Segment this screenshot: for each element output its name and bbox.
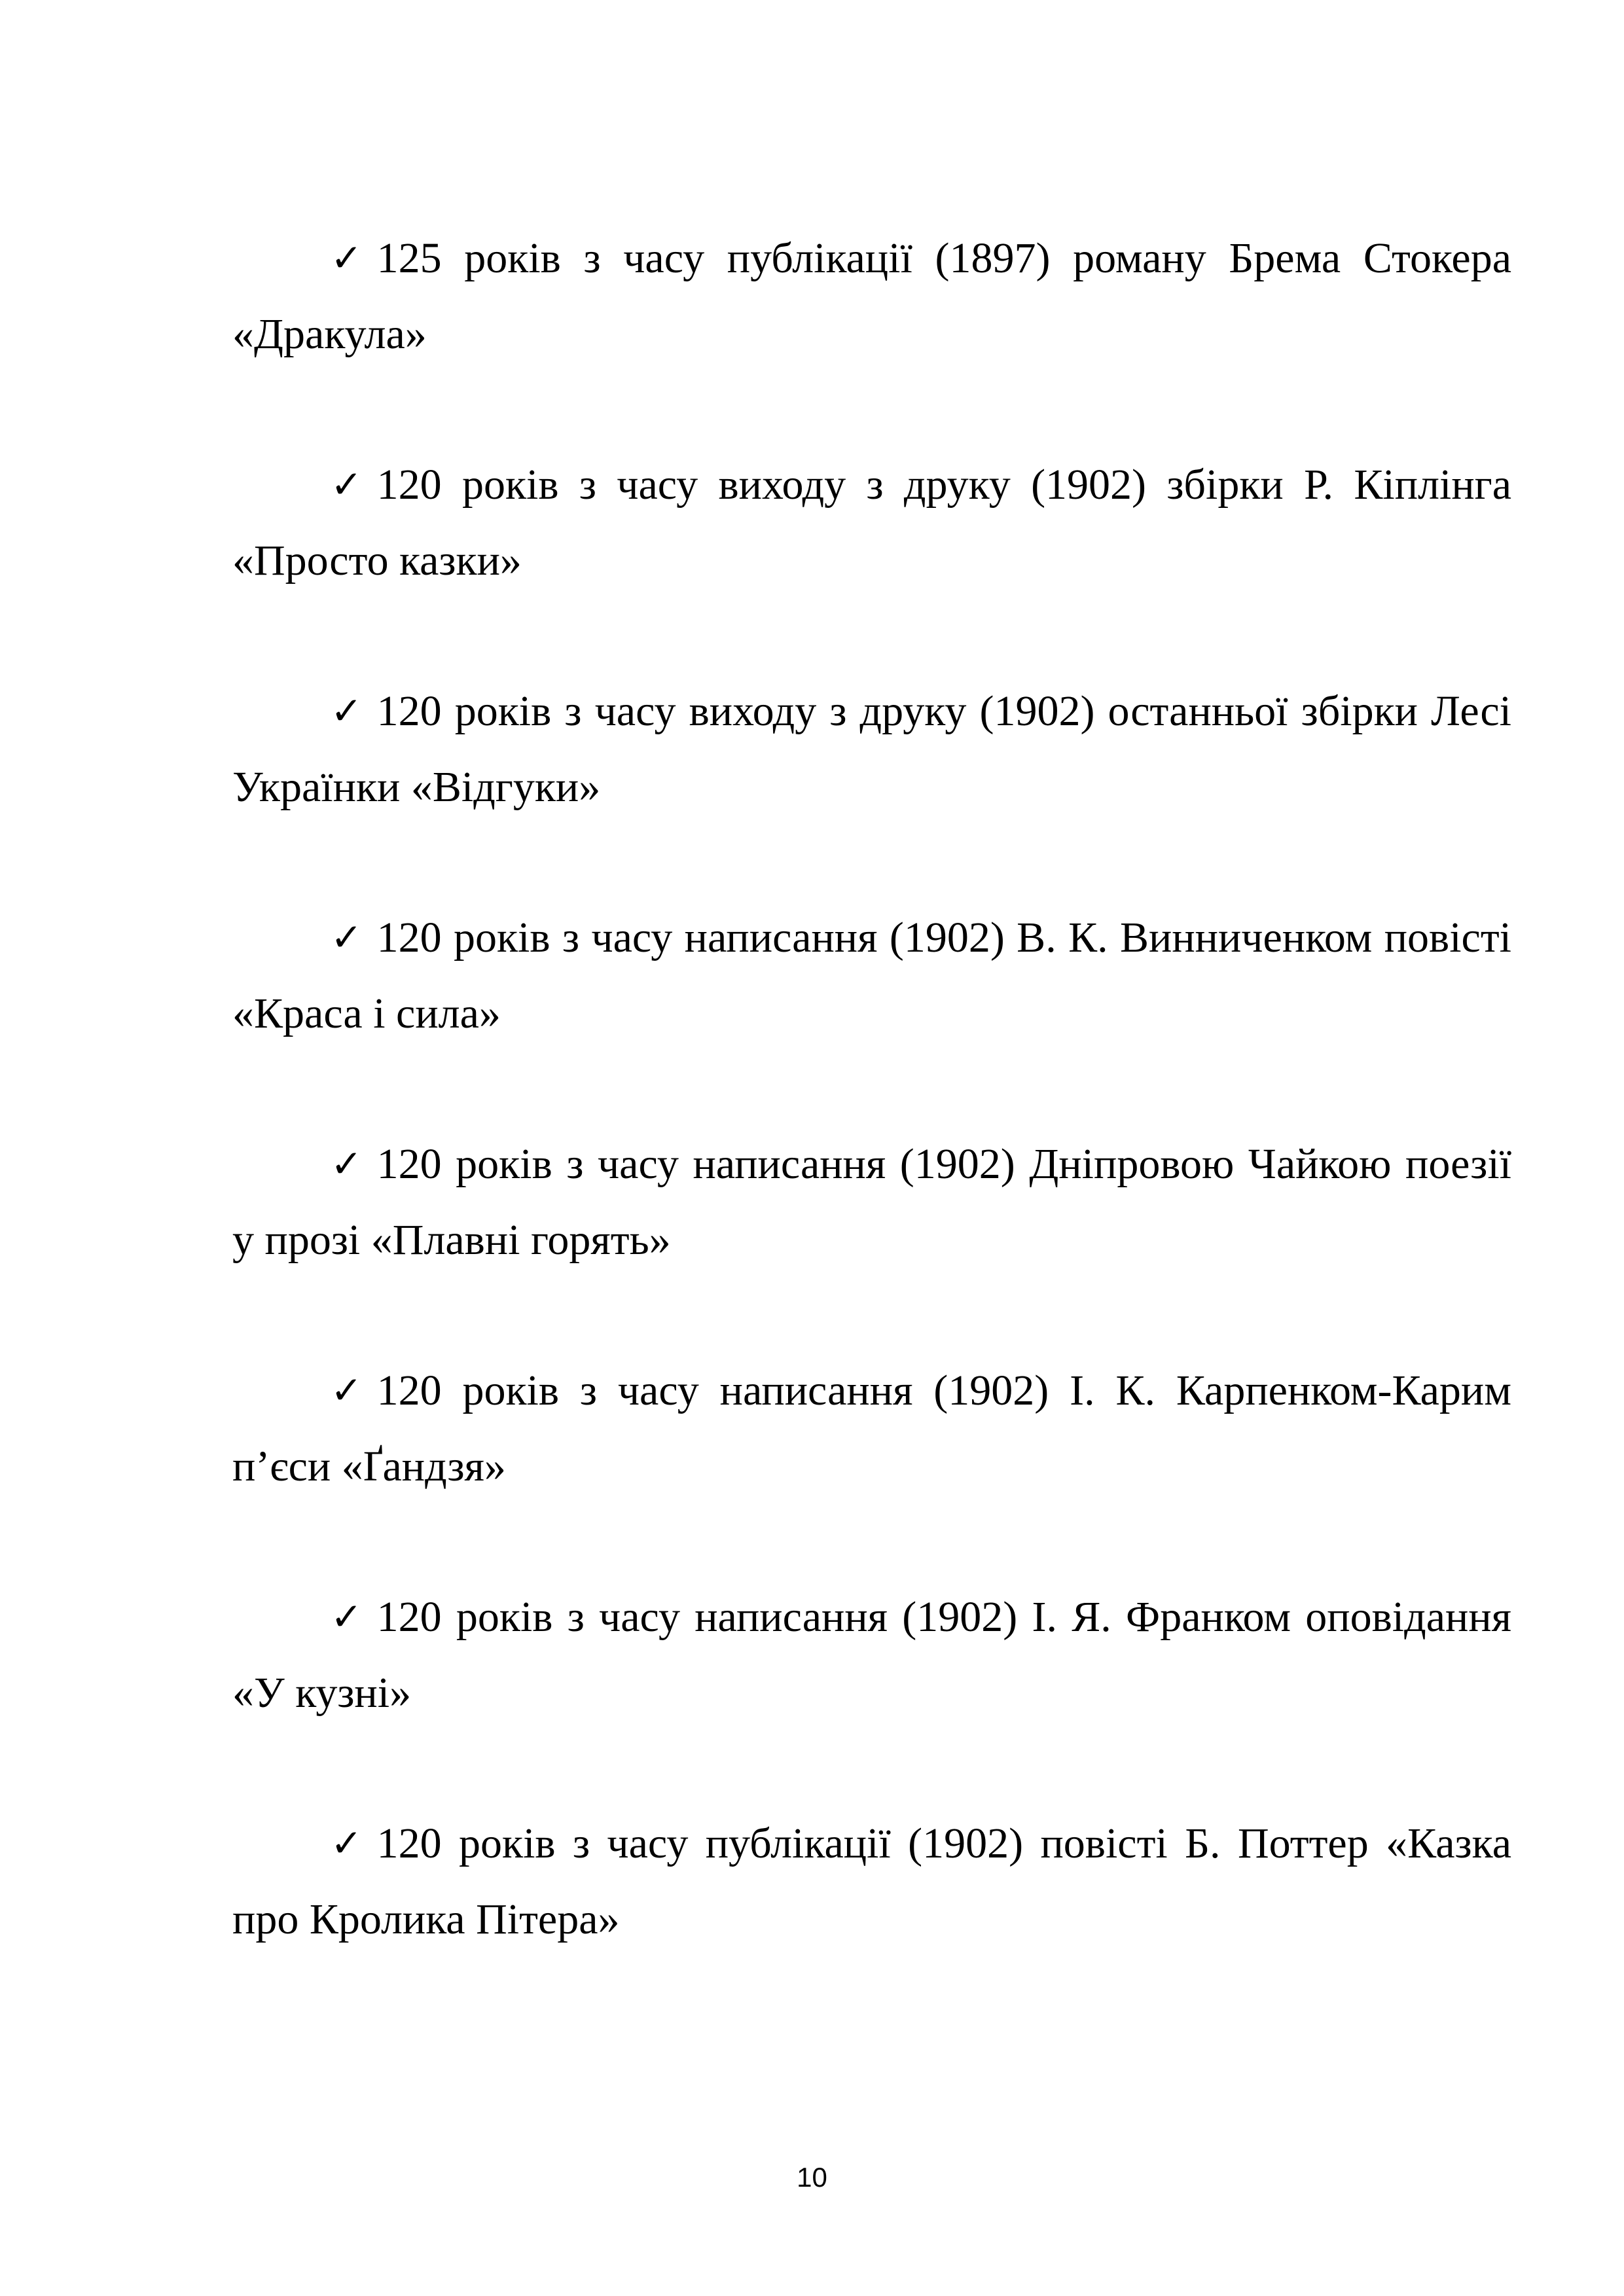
list-item-text: 120 років з часу написання (1902) І. К. Карпенком-Карим п’єси «Ґандзя» [232, 1367, 1511, 1490]
check-mark-icon: ✓ [331, 462, 363, 507]
page-number: 10 [797, 2162, 827, 2193]
list-item-text: 125 років з часу публікації (1897) роману Брема Стокера «Дракула» [232, 234, 1511, 358]
list-item-text: 120 років з часу публікації (1902) повісті Б. Поттер «Казка про Кролика Пітера» [232, 1820, 1511, 1943]
list-item [232, 899, 1511, 1052]
list-item-text: 120 років з часу написання (1902) І. Я. Франком оповідання «У кузні» [232, 1593, 1511, 1717]
list-item [232, 1352, 1511, 1505]
list-item [232, 446, 1511, 599]
list-item [232, 220, 1511, 372]
list-item-text: 120 років з часу написання (1902) В. К. Винниченком повісті «Краса і сила» [232, 914, 1511, 1037]
list-item [232, 1579, 1511, 1731]
list-item [232, 1126, 1511, 1278]
list-item-text: 120 років з часу виходу з друку (1902) збірки Р. Кіплінга «Просто казки» [232, 461, 1511, 584]
list-item-text: 120 років з часу написання (1902) Дніпровою Чайкою поезії у прозі «Плавні горять» [232, 1140, 1511, 1264]
list-item [232, 673, 1511, 825]
check-mark-icon: ✓ [331, 1821, 363, 1865]
list-item [232, 1805, 1511, 1958]
check-mark-icon: ✓ [331, 1141, 363, 1186]
check-mark-icon: ✓ [331, 236, 363, 280]
check-mark-icon: ✓ [331, 1594, 363, 1639]
list-item-text: 120 років з часу виходу з друку (1902) останньої збірки Лесі Українки «Відгуки» [232, 687, 1511, 811]
check-mark-icon: ✓ [331, 1368, 363, 1412]
check-mark-icon: ✓ [331, 689, 363, 733]
check-mark-icon: ✓ [331, 915, 363, 960]
